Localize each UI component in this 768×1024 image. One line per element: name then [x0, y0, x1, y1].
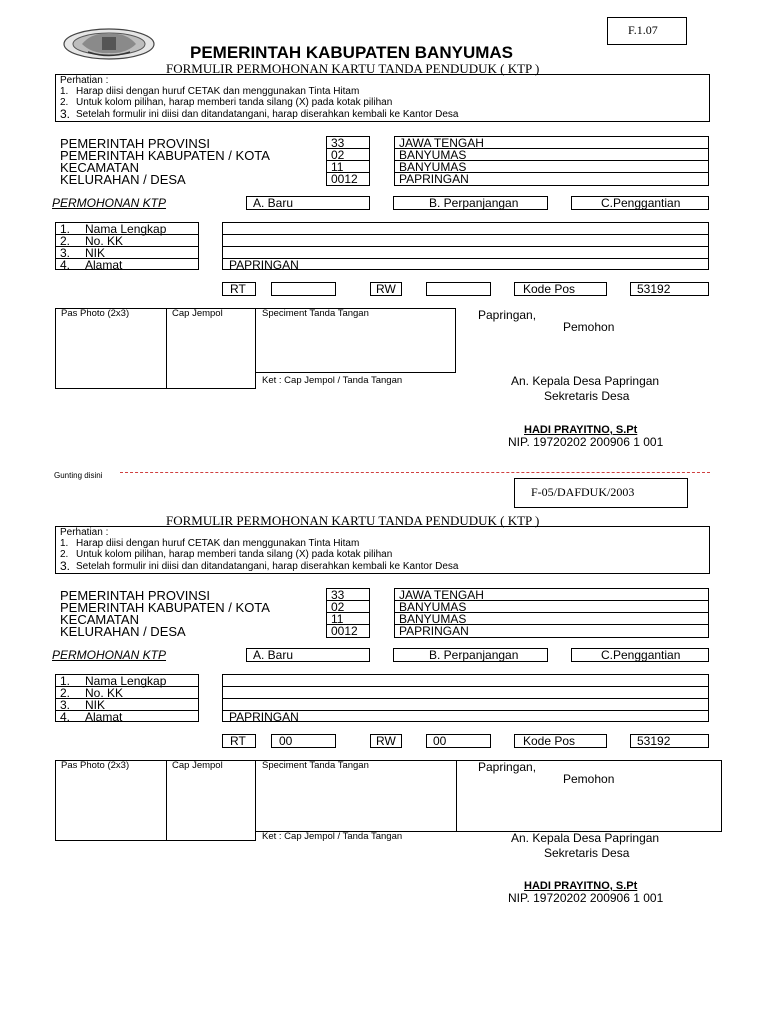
notice-line-2-bottom: Untuk kolom pilihan, harap memberi tanda silang (X) pada kotak pilihan: [76, 549, 393, 560]
rw-label-bottom: RW: [376, 734, 396, 748]
identity-number-3: 3.: [60, 246, 71, 260]
rw-label: RW: [376, 282, 396, 296]
region-name-province[interactable]: JAWA TENGAH: [399, 136, 484, 150]
government-title: PEMERINTAH KABUPATEN BANYUMAS: [190, 43, 513, 62]
signature-note-bottom: Ket : Cap Jempol / Tanda Tangan: [262, 831, 403, 842]
notice-number-3: 3.: [60, 107, 71, 121]
region-label-district-bottom: KECAMATAN: [60, 612, 139, 627]
identity-label-address: Alamat: [85, 258, 123, 272]
region-code-district-bottom[interactable]: 11: [331, 612, 344, 626]
photo-box-bottom[interactable]: [55, 760, 167, 841]
identity-label-nik-bottom: NIK: [85, 698, 106, 712]
specimen-label: Speciment Tanda Tangan: [262, 308, 369, 319]
region-name-province-bottom[interactable]: JAWA TENGAH: [399, 588, 484, 602]
region-code-regency-bottom[interactable]: 02: [331, 600, 345, 614]
notice-line-3: Setelah formulir ini diisi dan ditandatangani, harap diserahkan kembali ke Kantor Desa: [76, 109, 459, 120]
identity-number-4-bottom: 4.: [60, 710, 71, 724]
region-code-village-bottom[interactable]: 0012: [331, 624, 358, 638]
rw-value-bottom: 00: [433, 734, 447, 748]
signature-place-bottom: Papringan,: [478, 760, 537, 774]
official-position-bottom: Sekretaris Desa: [544, 846, 630, 860]
rt-label: RT: [230, 282, 246, 296]
region-code-province-bottom[interactable]: 33: [331, 588, 345, 602]
region-name-regency-bottom[interactable]: BANYUMAS: [399, 600, 467, 614]
applicant-label: Pemohon: [563, 320, 615, 334]
request-label: PERMOHONAN KTP: [52, 196, 167, 210]
notice-line-1: Harap diisi dengan huruf CETAK dan menggunakan Tinta Hitam: [76, 86, 360, 97]
region-code-district[interactable]: 11: [331, 160, 344, 174]
kodepos-value-bottom: 53192: [637, 734, 671, 748]
official-nip-bottom: NIP. 19720202 200906 1 001: [508, 891, 664, 905]
notice-line-1-bottom: Harap diisi dengan huruf CETAK dan menggunakan Tinta Hitam: [76, 538, 360, 549]
identity-number-1-bottom: 1.: [60, 674, 71, 688]
identity-number-4: 4.: [60, 258, 71, 272]
notice-number-2-bottom: 2.: [60, 549, 69, 560]
official-name-bottom: HADI PRAYITNO, S.Pt: [524, 880, 638, 892]
region-name-regency[interactable]: BANYUMAS: [399, 148, 467, 162]
cut-label: Gunting disini: [54, 471, 103, 480]
notice-heading-bottom: Perhatian :: [60, 527, 109, 538]
identity-value-address-bottom[interactable]: PAPRINGAN: [229, 710, 299, 724]
region-name-village[interactable]: PAPRINGAN: [399, 172, 469, 186]
notice-number-2: 2.: [60, 97, 69, 108]
request-option-replace-label: C.Penggantian: [601, 196, 681, 210]
request-option-replace-label-bottom: C.Penggantian: [601, 648, 681, 662]
identity-number-2-bottom: 2.: [60, 686, 71, 700]
rt-value-bottom: 00: [279, 734, 293, 748]
region-code-village[interactable]: 0012: [331, 172, 358, 186]
official-on-behalf: An. Kepala Desa Papringan: [511, 374, 660, 388]
thumbprint-box[interactable]: [166, 308, 256, 389]
notice-heading: Perhatian :: [60, 75, 109, 86]
region-name-district[interactable]: BANYUMAS: [399, 160, 467, 174]
official-position: Sekretaris Desa: [544, 389, 630, 403]
region-code-province[interactable]: 33: [331, 136, 345, 150]
request-option-new-label: A. Baru: [253, 196, 294, 210]
request-option-extend-label: B. Perpanjangan: [429, 196, 519, 210]
region-label-regency-bottom: PEMERINTAH KABUPATEN / KOTA: [60, 600, 270, 615]
form-code-top: F.1.07: [628, 23, 658, 37]
specimen-label-bottom: Speciment Tanda Tangan: [262, 760, 369, 771]
photo-label: Pas Photo (2x3): [61, 308, 130, 319]
notice-line-3-bottom: Setelah formulir ini diisi dan ditandatangani, harap diserahkan kembali ke Kantor Desa: [76, 561, 459, 572]
identity-label-kk-bottom: No. KK: [85, 686, 124, 700]
region-label-province: PEMERINTAH PROVINSI: [60, 136, 211, 151]
thumbprint-label-bottom: Cap Jempol: [172, 760, 223, 771]
notice-number-1-bottom: 1.: [60, 538, 69, 549]
region-name-village-bottom[interactable]: PAPRINGAN: [399, 624, 469, 638]
region-name-district-bottom[interactable]: BANYUMAS: [399, 612, 467, 626]
identity-value-address[interactable]: PAPRINGAN: [229, 258, 299, 272]
region-label-district: KECAMATAN: [60, 160, 139, 175]
notice-number-3-bottom: 3.: [60, 559, 71, 573]
identity-number-3-bottom: 3.: [60, 698, 71, 712]
photo-box[interactable]: [55, 308, 167, 389]
rw-input[interactable]: [426, 282, 491, 296]
request-option-new-label-bottom: A. Baru: [253, 648, 294, 662]
applicant-label-bottom: Pemohon: [563, 772, 615, 786]
signature-note: Ket : Cap Jempol / Tanda Tangan: [262, 375, 403, 386]
photo-label-bottom: Pas Photo (2x3): [61, 760, 130, 771]
official-on-behalf-bottom: An. Kepala Desa Papringan: [511, 831, 660, 845]
region-label-village-bottom: KELURAHAN / DESA: [60, 624, 186, 639]
identity-label-name-bottom: Nama Lengkap: [85, 674, 167, 688]
kodepos-value: 53192: [637, 282, 671, 296]
request-option-extend-label-bottom: B. Perpanjangan: [429, 648, 519, 662]
form-title-bottom: FORMULIR PERMOHONAN KARTU TANDA PENDUDUK ( KTP ): [166, 513, 540, 528]
form-code-bottom: F-05/DAFDUK/2003: [531, 485, 635, 499]
signature-place: Papringan,: [478, 308, 537, 322]
region-label-regency: PEMERINTAH KABUPATEN / KOTA: [60, 148, 270, 163]
identity-number-2: 2.: [60, 234, 71, 248]
identity-label-kk: No. KK: [85, 234, 124, 248]
official-name: HADI PRAYITNO, S.Pt: [524, 424, 638, 436]
thumbprint-box-bottom[interactable]: [166, 760, 256, 841]
kodepos-label: Kode Pos: [523, 282, 576, 296]
region-label-village: KELURAHAN / DESA: [60, 172, 186, 187]
region-label-province-bottom: PEMERINTAH PROVINSI: [60, 588, 211, 603]
identity-label-name: Nama Lengkap: [85, 222, 167, 236]
government-logo: [62, 28, 156, 60]
identity-label-nik: NIK: [85, 246, 106, 260]
kodepos-label-bottom: Kode Pos: [523, 734, 576, 748]
cut-line: [120, 472, 710, 473]
notice-number-1: 1.: [60, 86, 69, 97]
thumbprint-label: Cap Jempol: [172, 308, 223, 319]
identity-number-1: 1.: [60, 222, 71, 236]
form-title: FORMULIR PERMOHONAN KARTU TANDA PENDUDUK ( KTP ): [166, 61, 540, 76]
notice-line-2: Untuk kolom pilihan, harap memberi tanda silang (X) pada kotak pilihan: [76, 97, 393, 108]
official-nip: NIP. 19720202 200906 1 001: [508, 435, 664, 449]
identity-label-address-bottom: Alamat: [85, 710, 123, 724]
rt-label-bottom: RT: [230, 734, 246, 748]
region-code-regency[interactable]: 02: [331, 148, 345, 162]
rt-input[interactable]: [271, 282, 336, 296]
request-label-bottom: PERMOHONAN KTP: [52, 648, 167, 662]
